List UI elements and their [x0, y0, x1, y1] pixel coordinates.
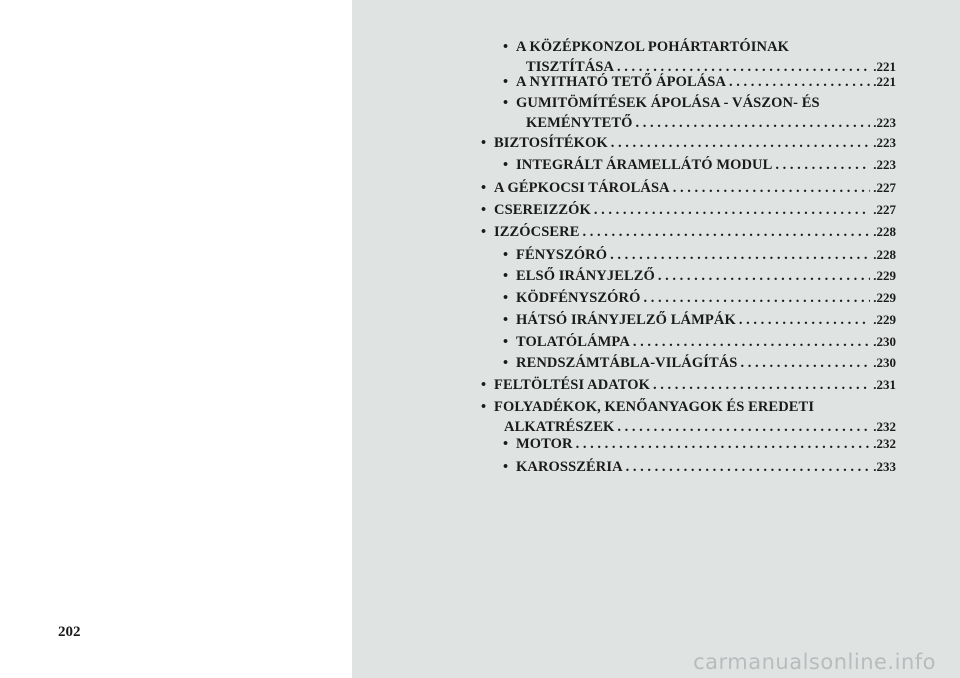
dot-leader	[583, 222, 871, 242]
toc-entry[interactable]	[481, 222, 896, 242]
dot-leader	[739, 310, 870, 330]
toc-entry-page: .228	[873, 247, 896, 262]
bullet-icon: •	[503, 334, 509, 350]
toc-entry-page: .223	[873, 115, 896, 130]
bullet-icon: •	[503, 247, 509, 263]
toc-entry-page: .229	[873, 268, 896, 283]
bullet-icon: •	[481, 377, 487, 393]
toc-entry-page: .233	[873, 459, 896, 474]
toc-entry-title: TOLATÓLÁMPA	[516, 334, 630, 350]
toc-entry[interactable]	[503, 37, 896, 77]
toc-entry-title: KÖDFÉNYSZÓRÓ	[516, 290, 641, 306]
bullet-icon: •	[481, 180, 487, 196]
toc-entry-line	[516, 288, 896, 308]
dot-leader	[636, 113, 871, 133]
toc-entry-title: FELTÖLTÉSI ADATOK	[494, 377, 651, 393]
toc-entry-page: .232	[873, 419, 896, 434]
toc-entry[interactable]	[503, 310, 896, 330]
toc-entry[interactable]	[503, 434, 896, 454]
dot-leader	[658, 266, 870, 286]
toc-entry-line	[516, 310, 896, 330]
toc-entry-line	[494, 133, 896, 153]
toc-entry-line	[516, 434, 896, 454]
dot-leader	[775, 155, 870, 175]
toc-entry-line	[516, 72, 896, 92]
bullet-icon: •	[503, 39, 509, 55]
bullet-icon: •	[503, 268, 509, 284]
toc-entry-line	[516, 353, 896, 373]
toc-entry-line	[494, 200, 896, 220]
toc-entry[interactable]	[481, 200, 896, 220]
toc-entry-title: MOTOR	[516, 436, 573, 452]
toc-entry[interactable]	[481, 375, 896, 395]
toc-entry-page: .223	[873, 157, 896, 172]
toc-entry-title: RENDSZÁMTÁBLA-VILÁGÍTÁS	[516, 355, 738, 371]
dot-leader	[626, 457, 871, 477]
bullet-icon: •	[503, 355, 509, 371]
toc-entry-title: BIZTOSÍTÉKOK	[494, 135, 608, 151]
toc-entry[interactable]	[503, 288, 896, 308]
bullet-icon: •	[503, 436, 509, 452]
toc-entry[interactable]	[503, 332, 896, 352]
dot-leader	[740, 353, 870, 373]
bullet-icon: •	[503, 459, 509, 475]
bullet-icon: •	[503, 157, 509, 173]
toc-entry-page: .229	[873, 312, 896, 327]
dot-leader	[610, 245, 870, 265]
bullet-icon: •	[503, 95, 509, 111]
bullet-icon: •	[503, 74, 509, 90]
toc-entry-title: FOLYADÉKOK, KENŐANYAGOK ÉS EREDETI	[494, 399, 815, 415]
toc-entry-page: .228	[873, 224, 896, 239]
toc-entry-page: .221	[873, 74, 896, 89]
toc-entry-page: .230	[873, 355, 896, 370]
toc-entry-title: CSEREIZZÓK	[494, 202, 591, 218]
dot-leader	[653, 375, 870, 395]
bullet-icon: •	[481, 135, 487, 151]
toc-entry-line	[494, 375, 896, 395]
toc-entry-line	[494, 397, 896, 417]
toc-entry-page: .231	[873, 377, 896, 392]
toc-entry[interactable]	[481, 397, 896, 437]
watermark: carmanualsonline.info	[693, 650, 936, 674]
dot-leader	[729, 72, 870, 92]
toc-entry[interactable]	[503, 457, 896, 477]
toc-entry-page: .221	[873, 59, 896, 74]
toc-entry-title: FÉNYSZÓRÓ	[516, 247, 608, 263]
dot-leader	[673, 178, 871, 198]
toc-entry-line	[516, 457, 896, 477]
toc-entry-line	[516, 37, 896, 57]
toc-entry-page: .229	[873, 290, 896, 305]
dot-leader	[633, 332, 870, 352]
toc-entry-line	[516, 332, 896, 352]
toc-entry-title: ELSŐ IRÁNYJELZŐ	[516, 268, 655, 284]
bullet-icon: •	[481, 399, 487, 415]
toc-entry-title: INTEGRÁLT ÁRAMELLÁTÓ MODUL	[516, 157, 773, 173]
bullet-icon: •	[503, 312, 509, 328]
toc-entry-title: HÁTSÓ IRÁNYJELZŐ LÁMPÁK	[516, 312, 736, 328]
toc-entry-page: .223	[873, 135, 896, 150]
toc-entry[interactable]	[481, 178, 896, 198]
dot-leader	[576, 434, 871, 454]
toc-entry-title: TISZTÍTÁSA	[526, 59, 615, 75]
toc-entry-title: A NYITHATÓ TETŐ ÁPOLÁSA	[516, 74, 727, 90]
toc-entry[interactable]	[503, 245, 896, 265]
toc-entry-title: A GÉPKOCSI TÁROLÁSA	[494, 180, 670, 196]
dot-leader	[594, 200, 870, 220]
toc-entry-page: .227	[873, 202, 896, 217]
toc-entry-line	[516, 245, 896, 265]
toc-entry-line	[494, 222, 896, 242]
toc-entry-title: KEMÉNYTETŐ	[526, 115, 633, 131]
toc-entry-line	[494, 178, 896, 198]
bullet-icon: •	[481, 202, 487, 218]
toc-entry[interactable]	[503, 72, 896, 92]
toc-entry-page: .227	[873, 180, 896, 195]
toc-entry[interactable]	[503, 266, 896, 286]
toc-entry[interactable]	[503, 155, 896, 175]
toc-entry[interactable]	[481, 133, 896, 153]
toc-entry-line	[516, 113, 896, 133]
dot-leader	[611, 133, 870, 153]
toc-entry[interactable]	[503, 353, 896, 373]
bullet-icon: •	[503, 290, 509, 306]
toc-entry[interactable]	[503, 93, 896, 133]
toc-entry-title: KAROSSZÉRIA	[516, 459, 623, 475]
toc-entry-line	[516, 93, 896, 113]
toc-entry-line	[516, 266, 896, 286]
toc-entry-page: .232	[873, 436, 896, 451]
toc-entry-title: A KÖZÉPKONZOL POHÁRTARTÓINAK	[516, 39, 790, 55]
dot-leader	[643, 288, 870, 308]
toc-entry-page: .230	[873, 334, 896, 349]
toc-entry-title: IZZÓCSERE	[494, 224, 580, 240]
toc-entry-title: ALKATRÉSZEK	[504, 419, 615, 435]
toc-entry-title: GUMITÖMÍTÉSEK ÁPOLÁSA - VÁSZON- ÉS	[516, 95, 820, 111]
page-number: 202	[58, 624, 81, 640]
toc-entry-line	[516, 155, 896, 175]
bullet-icon: •	[481, 224, 487, 240]
